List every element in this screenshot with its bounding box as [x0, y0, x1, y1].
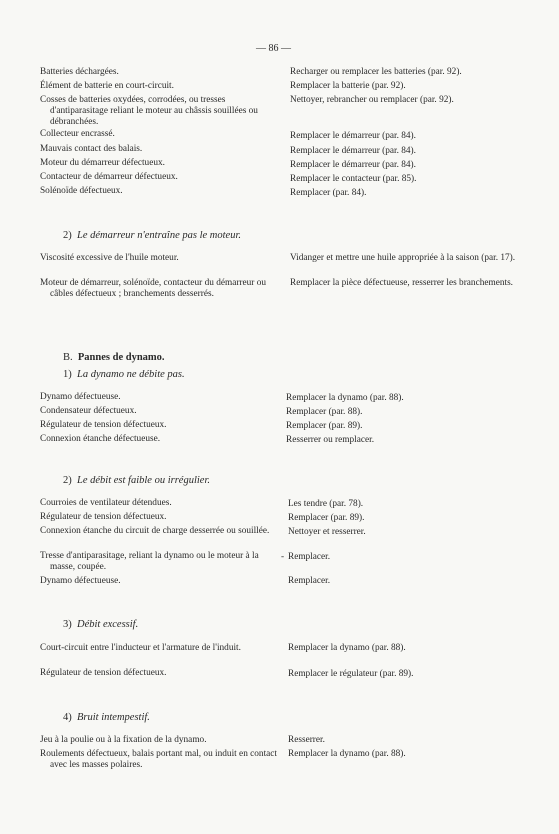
- cause-text: Connexion étanche défectueuse.: [40, 434, 161, 444]
- cause-text: Batteries déchargées.: [40, 67, 119, 77]
- cause-text: Moteur du démarreur défectueux.: [40, 158, 165, 168]
- remedy-text: Remplacer.: [288, 576, 331, 586]
- section-number: 2): [63, 230, 72, 241]
- subsection-4-heading: [63, 712, 150, 724]
- remedy-text: Remplacer la batterie (par. 92).: [290, 81, 406, 91]
- cause-text: Mauvais contact des balais.: [40, 144, 143, 154]
- subsection-title: La dynamo ne débite pas.: [77, 369, 185, 380]
- remedy-text: Remplacer la dynamo (par. 88).: [288, 749, 406, 759]
- list-dash: -: [281, 552, 285, 562]
- part-label: B.: [63, 352, 73, 363]
- cause-text: Condensateur défectueux.: [40, 406, 137, 416]
- remedy-text: Remplacer le contacteur (par. 85).: [290, 174, 417, 184]
- subsection-title: Débit excessif.: [77, 619, 139, 630]
- remedy-text: Les tendre (par. 78).: [288, 499, 364, 509]
- part-b-heading: [63, 352, 165, 364]
- page-number: — 86 —: [256, 43, 291, 54]
- subsection-number: 3): [63, 619, 72, 630]
- remedy-text: Remplacer le démarreur (par. 84).: [290, 160, 416, 170]
- remedy-text: Remplacer (par. 84).: [290, 188, 367, 198]
- cause-text: Jeu à la poulie ou à la fixation de la dynamo.: [40, 735, 207, 745]
- subsection-number: 4): [63, 712, 72, 723]
- remedy-text: Recharger ou remplacer les batteries (par. 92).: [290, 67, 462, 77]
- cause-text: Solénoïde défectueux.: [40, 186, 123, 196]
- cause-text: Régulateur de tension défectueux.: [40, 512, 167, 522]
- remedy-text: Remplacer la pièce défectueuse, resserrer les branchements.: [290, 278, 514, 288]
- cause-text: Connexion étanche du circuit de charge desserrée ou souillée.: [40, 526, 270, 536]
- remedy-text: Vidanger et mettre une huile appropriée à la saison (par. 17).: [290, 253, 516, 263]
- remedy-text: Remplacer le démarreur (par. 84).: [290, 146, 416, 156]
- cause-text: Courroies de ventilateur détendues.: [40, 498, 172, 508]
- remedy-text: Resserrer.: [288, 735, 325, 745]
- subsection-number: 1): [63, 369, 72, 380]
- remedy-text: Nettoyer et resserrer.: [288, 527, 366, 537]
- cause-text: Élément de batterie en court-circuit.: [40, 81, 174, 91]
- subsection-title: Le débit est faible ou irrégulier.: [77, 475, 210, 486]
- cause-text: Régulateur de tension défectueux.: [40, 668, 167, 678]
- cause-text: Dynamo défectueuse.: [40, 576, 121, 586]
- remedy-text: Remplacer le démarreur (par. 84).: [290, 131, 416, 141]
- remedy-text: Nettoyer, rebrancher ou remplacer (par. 92).: [290, 95, 454, 105]
- section-title: Le démarreur n'entraîne pas le moteur.: [77, 230, 242, 241]
- subsection-1-heading: [63, 369, 185, 381]
- cause-text: Cosses de batteries oxydées, corrodées, ou tresses d'antiparasitage reliant le moteur au châssis souillées ou débranchées.: [40, 95, 258, 128]
- subsection-2-heading: [63, 475, 210, 487]
- cause-text: Roulements défectueux, balais portant mal, ou induit en contact avec les masses polaires.: [40, 749, 278, 771]
- cause-text: Contacteur de démarreur défectueux.: [40, 172, 178, 182]
- remedy-text: Remplacer le régulateur (par. 89).: [288, 669, 414, 679]
- cause-text: Viscosité excessive de l'huile moteur.: [40, 253, 179, 263]
- remedy-text: Remplacer.: [288, 552, 331, 562]
- section-2-heading: [63, 230, 241, 242]
- subsection-number: 2): [63, 475, 72, 486]
- remedy-text: Remplacer (par. 89).: [286, 421, 363, 431]
- remedy-text: Remplacer (par. 89).: [288, 513, 365, 523]
- subsection-3-heading: [63, 619, 138, 631]
- remedy-text: Resserrer ou remplacer.: [286, 435, 375, 445]
- cause-text: Court-circuit entre l'inducteur et l'armature de l'induit.: [40, 643, 241, 653]
- remedy-text: Remplacer la dynamo (par. 88).: [286, 393, 404, 403]
- remedy-text: Remplacer (par. 88).: [286, 407, 363, 417]
- subsection-title: Bruit intempestif.: [77, 712, 150, 723]
- cause-text: Collecteur encrassé.: [40, 129, 115, 139]
- remedy-text: Remplacer la dynamo (par. 88).: [288, 643, 406, 653]
- cause-text: Tresse d'antiparasitage, reliant la dynamo ou le moteur à la masse, coupée.: [40, 551, 259, 573]
- cause-text: Moteur de démarreur, solénoïde, contacteur du démarreur ou câbles défectueux ; branchements desserrés.: [40, 278, 267, 300]
- cause-text: Dynamo défectueuse.: [40, 392, 121, 402]
- part-title: Pannes de dynamo.: [77, 352, 165, 363]
- cause-text: Régulateur de tension défectueux.: [40, 420, 167, 430]
